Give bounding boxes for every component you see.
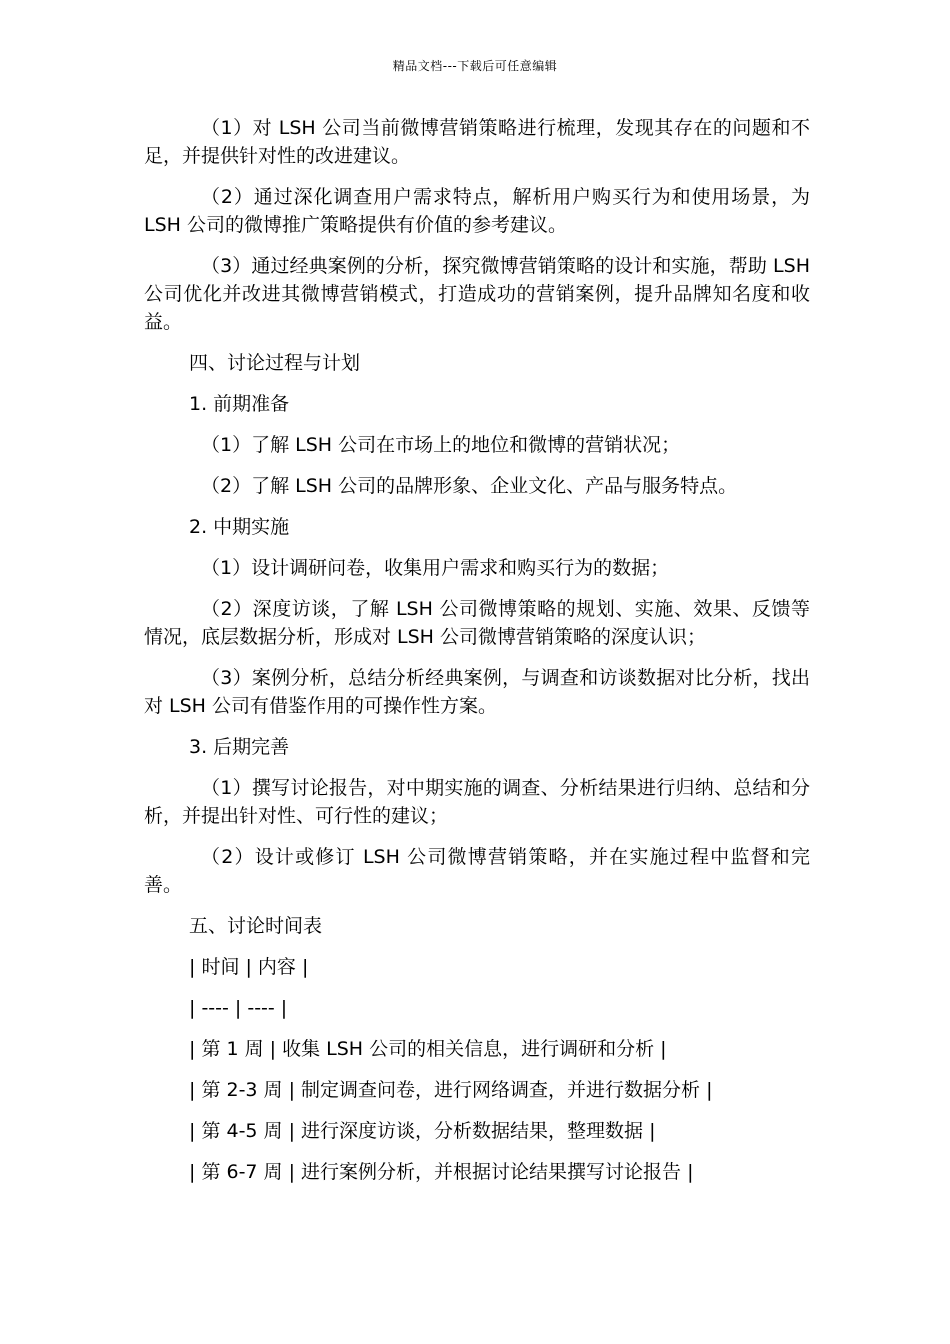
impl-item-3: （3）案例分析，总结分析经典案例，与调查和访谈数据对比分析，找出对 LSH 公司有借鉴作用的可操作性方案。 [144, 667, 810, 717]
subsection-heading-1: 1. 前期准备 [189, 393, 290, 415]
impl-item-2: （2）深度访谈，了解 LSH 公司微博策略的规划、实施、效果、反馈等情况，底层数据分析，形成对 LSH 公司微博营销策略的深度认识； [144, 598, 810, 648]
section-heading-4: 四、讨论过程与计划 [189, 352, 361, 374]
table-line: | 第 2-3 周 | 制定调查问卷，进行网络调查，并进行数据分析 | [189, 1079, 713, 1101]
subsection-heading-2: 2. 中期实施 [189, 516, 290, 538]
section-heading-5: 五、讨论时间表 [189, 915, 323, 937]
table-line: | 第 6-7 周 | 进行案例分析，并根据讨论结果撰写讨论报告 | [189, 1161, 694, 1183]
final-item-2: （2）设计或修订 LSH 公司微博营销策略，并在实施过程中监督和完善。 [144, 846, 810, 896]
objective-2: （2）通过深化调查用户需求特点，解析用户购买行为和使用场景，为 LSH 公司的微博推广策略提供有价值的参考建议。 [144, 186, 810, 236]
prep-item-2: （2）了解 LSH 公司的品牌形象、企业文化、产品与服务特点。 [201, 475, 738, 497]
table-line: | 第 4-5 周 | 进行深度访谈，分析数据结果，整理数据 | [189, 1120, 656, 1142]
subsection-heading-3: 3. 后期完善 [189, 736, 290, 758]
document-body [144, 114, 810, 1199]
final-item-1: （1）撰写讨论报告，对中期实施的调查、分析结果进行归纳、总结和分析，并提出针对性、可行性的建议； [144, 777, 810, 827]
table-line: | 第 1 周 | 收集 LSH 公司的相关信息，进行调研和分析 | [189, 1038, 667, 1060]
prep-item-1: （1）了解 LSH 公司在市场上的地位和微博的营销状况； [201, 434, 681, 456]
table-line: | 时间 | 内容 | [189, 956, 309, 978]
objective-3: （3）通过经典案例的分析，探究微博营销策略的设计和实施，帮助 LSH 公司优化并改进其微博营销模式，打造成功的营销案例，提升品牌知名度和收益。 [144, 255, 810, 333]
impl-item-1: （1）设计调研问卷，收集用户需求和购买行为的数据； [201, 557, 670, 579]
table-line: | ---- | ---- | [189, 997, 288, 1019]
page-header: 精品文档---下载后可任意编辑 [392, 59, 558, 73]
objective-1: （1）对 LSH 公司当前微博营销策略进行梳理，发现其存在的问题和不足，并提供针对性的改进建议。 [144, 117, 810, 167]
